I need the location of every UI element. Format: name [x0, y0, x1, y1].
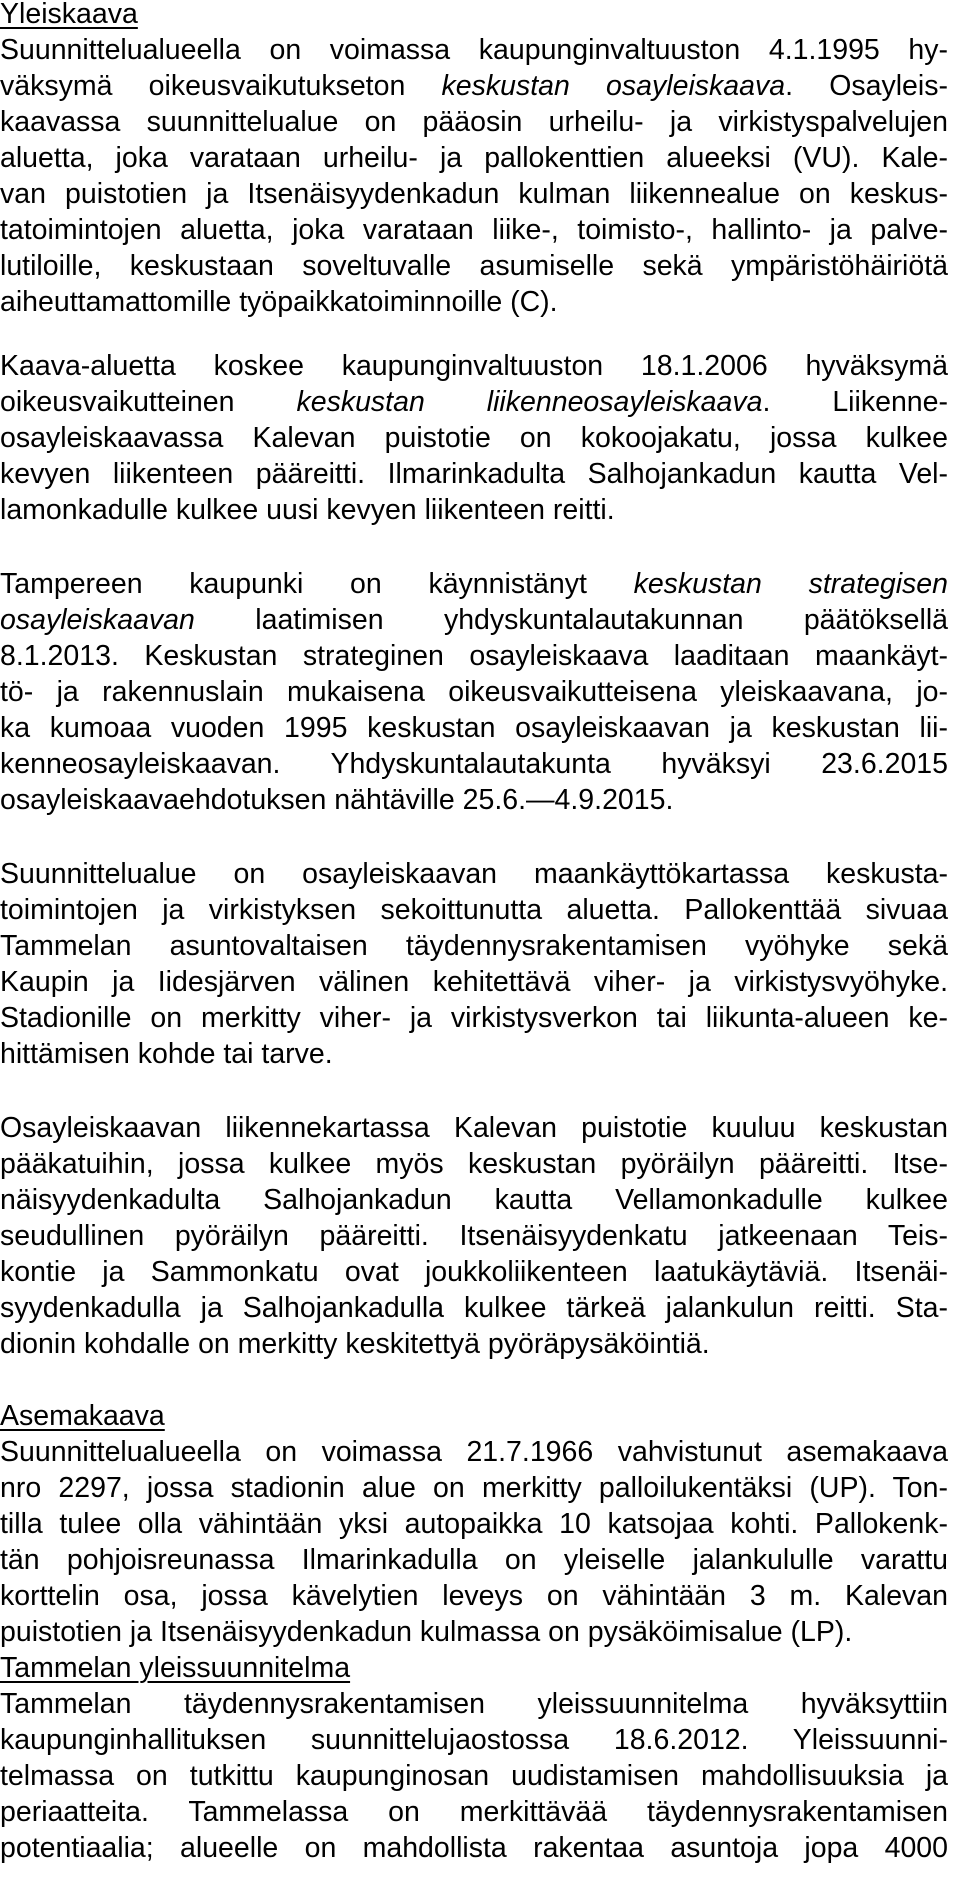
text-line: Kaupin ja Iidesjärven välinen kehitettävä viher- ja virkistysvyöhyke.	[0, 966, 948, 998]
section-heading-asemakaava: Asemakaava	[0, 1400, 165, 1432]
text-line: lutiloille, keskustaan soveltuvalle asumiselle sekä ympäristöhäiriötä	[0, 250, 948, 282]
text-line: hittämisen kohde tai tarve.	[0, 1038, 333, 1070]
text-line: nro 2297, jossa stadionin alue on merkitty palloilukentäksi (UP). Ton-	[0, 1472, 948, 1504]
text-line: Suunnittelualueella on voimassa 21.7.1966 vahvistunut asemakaava	[0, 1436, 948, 1468]
text-line	[0, 566, 948, 602]
text-line: kaupunginhallituksen suunnittelujaostossa 18.6.2012. Yleissuunni-	[0, 1724, 948, 1756]
text-line: dionin kohdalle on merkitty keskitettyä pyöräpysäköintiä.	[0, 1328, 710, 1360]
text-span: . Osayleis-	[785, 70, 948, 102]
text-line: aluetta, joka varataan urheilu- ja pallokenttien alueeksi (VU). Kale-	[0, 142, 948, 174]
text-line: tän pohjoisreunassa Ilmarinkadulla on yleiselle jalankululle varattu	[0, 1544, 948, 1576]
text-line: osayleiskaavaehdotuksen nähtäville 25.6.—4.9.2015.	[0, 784, 674, 816]
text-span: oikeusvaikutteinen	[0, 386, 297, 418]
text-line: osayleiskaavassa Kalevan puistotie on kokoojakatu, jossa kulkee	[0, 422, 948, 454]
text-line: pääkatuihin, jossa kulkee myös keskustan pyöräilyn pääreitti. Itse-	[0, 1148, 948, 1180]
text-line: tilla tulee olla vähintään yksi autopaikka 10 katsojaa kohti. Pallokenk-	[0, 1508, 948, 1540]
text-line: tö- ja rakennuslain mukaisena oikeusvaikutteisena yleiskaavana, jo-	[0, 676, 948, 708]
paragraph-asemakaava-1	[0, 1434, 960, 1650]
text-line: lamonkadulle kulkee uusi kevyen liikenteen reitti.	[0, 494, 615, 526]
text-span: väksymä oikeusvaikutukseton	[0, 70, 442, 102]
text-line: tatoimintojen aluetta, joka varataan liike-, toimisto-, hallinto- ja palve-	[0, 214, 948, 246]
paragraph-tammela-1	[0, 1686, 960, 1866]
paragraph-yleiskaava-4	[0, 856, 960, 1072]
text-line: Stadionille on merkitty viher- ja virkistysverkon tai liikunta-alueen ke-	[0, 1002, 948, 1034]
text-line: syydenkadulla ja Salhojankadulla kulkee tärkeä jalankulun reitti. Sta-	[0, 1292, 948, 1324]
paragraph-yleiskaava-3	[0, 566, 960, 818]
paragraph-yleiskaava-2	[0, 348, 960, 528]
text-line: näisyydenkadulta Salhojankadun kautta Vellamonkadulle kulkee	[0, 1184, 948, 1216]
text-line: telmassa on tutkittu kaupunginosan uudistamisen mahdollisuuksia ja	[0, 1760, 948, 1792]
text-line: 8.1.2013. Keskustan strateginen osayleiskaava laaditaan maankäyt-	[0, 640, 948, 672]
text-line: kenneosayleiskaavan. Yhdyskuntalautakunta hyväksyi 23.6.2015	[0, 748, 948, 780]
text-line	[0, 68, 948, 104]
italic-reference: keskustan strategisen	[633, 568, 948, 600]
paragraph-yleiskaava-1	[0, 32, 960, 320]
text-line: kaavassa suunnittelualue on pääosin urheilu- ja virkistyspalvelujen	[0, 106, 948, 138]
text-line: ka kumoaa vuoden 1995 keskustan osayleiskaavan ja keskustan lii-	[0, 712, 948, 744]
text-line: potentiaalia; alueelle on mahdollista rakentaa asuntoja jopa 4000	[0, 1832, 948, 1864]
text-line: puistotien ja Itsenäisyydenkadun kulmassa on pysäköimisalue (LP).	[0, 1616, 853, 1648]
text-span: laatimisen yhdyskuntalautakunnan päätöksellä	[194, 604, 948, 636]
section-heading-tammela: Tammelan yleissuunnitelma	[0, 1652, 351, 1684]
paragraph-yleiskaava-5	[0, 1110, 960, 1362]
italic-reference: osayleiskaavan	[0, 604, 195, 636]
text-line: seudullinen pyöräilyn pääreitti. Itsenäisyydenkatu jatkeenaan Teis-	[0, 1220, 948, 1252]
text-line: korttelin osa, jossa kävelytien leveys on vähintään 3 m. Kalevan	[0, 1580, 948, 1612]
text-line	[0, 602, 948, 638]
text-line: Tammelan täydennysrakentamisen yleissuunnitelma hyväksyttiin	[0, 1688, 948, 1720]
text-line: Suunnittelualue on osayleiskaavan maankäyttökartassa keskusta-	[0, 858, 948, 890]
text-line	[0, 384, 948, 420]
text-line: aiheuttamattomille työpaikkatoiminnoille (C).	[0, 286, 558, 318]
text-line: Kaava-aluetta koskee kaupunginvaltuuston 18.1.2006 hyväksymä	[0, 350, 948, 382]
text-span: . Liikenne-	[762, 386, 948, 418]
text-span: Tampereen kaupunki on käynnistänyt	[0, 568, 634, 600]
text-line: van puistotien ja Itsenäisyydenkadun kulman liikennealue on keskus-	[0, 178, 948, 210]
text-line: periaatteita. Tammelassa on merkittävää täydennysrakentamisen	[0, 1796, 948, 1828]
text-line: Tammelan asuntovaltaisen täydennysrakentamisen vyöhyke sekä	[0, 930, 948, 962]
section-heading-yleiskaava: Yleiskaava	[0, 0, 138, 30]
text-line: Osayleiskaavan liikennekartassa Kalevan puistotie kuuluu keskustan	[0, 1112, 948, 1144]
text-line: toimintojen ja virkistyksen sekoittunutta aluetta. Pallokenttää sivuaa	[0, 894, 948, 926]
text-line: kevyen liikenteen pääreitti. Ilmarinkadulta Salhojankadun kautta Vel-	[0, 458, 948, 490]
italic-reference: keskustan osayleiskaava	[441, 70, 786, 102]
text-line: kontie ja Sammonkatu ovat joukkoliikenteen laatukäytäviä. Itsenäi-	[0, 1256, 948, 1288]
italic-reference: keskustan liikenneosayleiskaava	[296, 386, 763, 418]
text-line: Suunnittelualueella on voimassa kaupunginvaltuuston 4.1.1995 hy-	[0, 34, 948, 66]
